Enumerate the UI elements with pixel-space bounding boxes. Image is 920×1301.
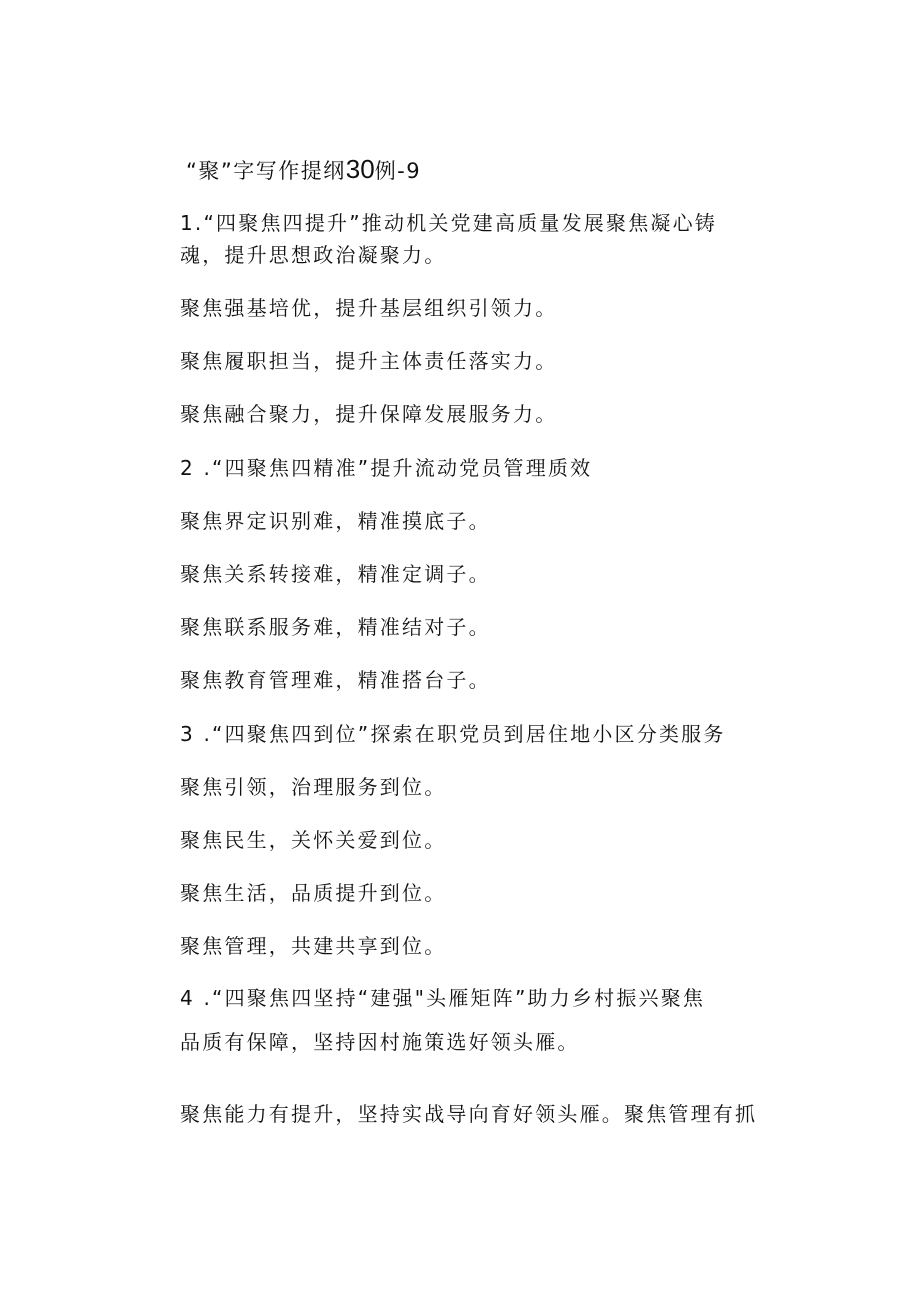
paragraph-line: 魂，提升思想政治凝聚力。	[180, 243, 447, 267]
paragraph-line: 聚焦生活，品质提升到位。	[180, 881, 447, 905]
paragraph-line: 聚焦融合聚力，提升保障发展服务力。	[180, 402, 558, 426]
paragraph-line: 聚焦能力有提升，坚持实战导向育好领头雁。聚焦管理有抓	[180, 1102, 758, 1126]
paragraph-line: 聚焦界定识别难，精准摸底子。	[180, 509, 491, 533]
paragraph-line: 3 .“四聚焦四到位”探索在职党员到居住地小区分类服务	[180, 722, 726, 746]
paragraph-line: 聚焦强基培优，提升基层组织引领力。	[180, 296, 558, 320]
paragraph-line: 聚焦联系服务难，精准结对子。	[180, 615, 491, 639]
title-prefix: “聚”字写作提纲	[186, 159, 346, 183]
paragraph-line: 聚焦关系转接难，精准定调子。	[180, 562, 491, 586]
paragraph-line: 2 .“四聚焦四精准”提升流动党员管理质效	[180, 456, 593, 480]
paragraph-line: 聚焦引领，治理服务到位。	[180, 775, 447, 799]
paragraph-line: 聚焦民生，关怀关爱到位。	[180, 828, 447, 852]
paragraph-line: 聚焦履职担当，提升主体责任落实力。	[180, 349, 558, 373]
title-suffix: 例-9	[374, 159, 422, 183]
paragraph-line: 1.“四聚焦四提升”推动机关党建高质量发展聚焦凝心铸	[180, 211, 718, 235]
paragraph-line: 品质有保障，坚持因村施策选好领头雁。	[180, 1030, 580, 1054]
paragraph-line: 4 .“四聚焦四坚持“建强"头雁矩阵”助力乡村振兴聚焦	[180, 986, 706, 1010]
paragraph-line: 聚焦教育管理难，精准搭台子。	[180, 668, 491, 692]
title-number: 30	[345, 154, 375, 184]
document-title	[186, 156, 806, 184]
paragraph-line: 聚焦管理，共建共享到位。	[180, 934, 447, 958]
